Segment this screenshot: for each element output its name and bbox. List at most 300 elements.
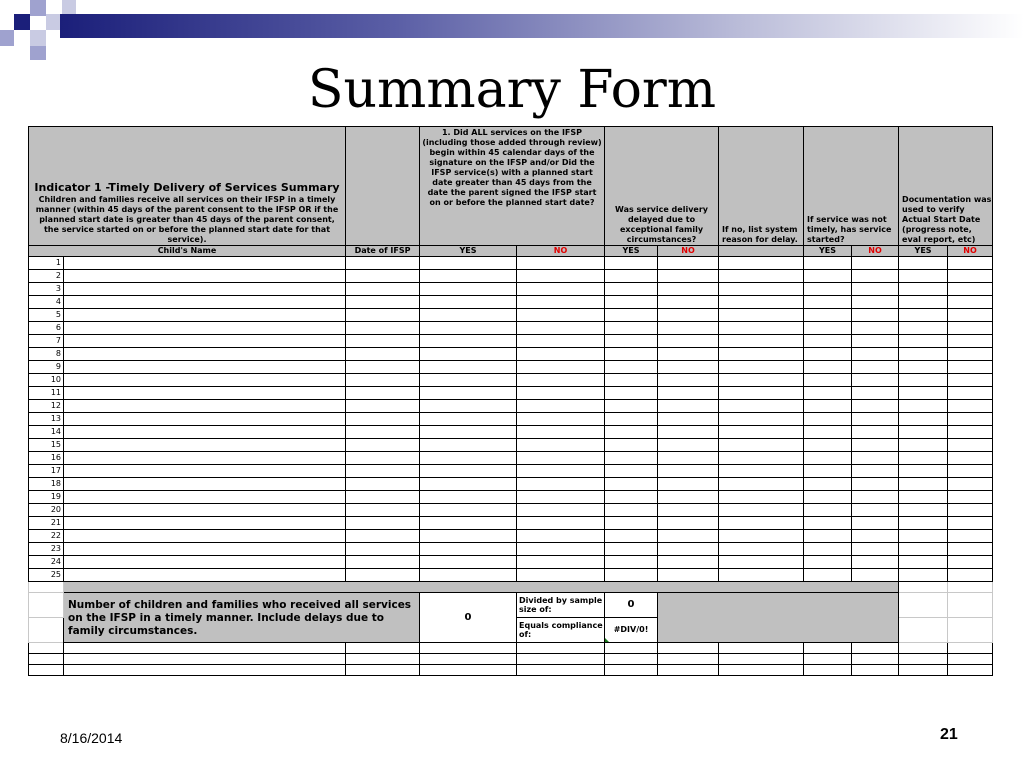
form-cell[interactable]	[948, 361, 993, 374]
row-number: 1	[29, 257, 64, 270]
form-cell[interactable]	[64, 270, 346, 283]
form-cell[interactable]	[605, 257, 658, 270]
form-cell[interactable]	[899, 270, 948, 283]
form-cell[interactable]	[605, 335, 658, 348]
form-cell[interactable]	[420, 296, 517, 309]
form-cell[interactable]	[804, 530, 852, 543]
form-cell[interactable]	[517, 504, 605, 517]
form-cell[interactable]	[517, 517, 605, 530]
form-cell[interactable]	[719, 439, 804, 452]
form-cell[interactable]	[658, 257, 719, 270]
form-cell[interactable]	[804, 270, 852, 283]
form-cell[interactable]	[948, 478, 993, 491]
form-cell[interactable]	[64, 348, 346, 361]
date-header-blank	[346, 127, 420, 246]
form-cell[interactable]	[948, 504, 993, 517]
form-cell[interactable]	[605, 491, 658, 504]
form-cell[interactable]	[852, 569, 899, 582]
form-cell[interactable]	[948, 322, 993, 335]
form-cell[interactable]	[804, 426, 852, 439]
form-cell[interactable]	[64, 374, 346, 387]
form-cell[interactable]	[948, 296, 993, 309]
form-cell[interactable]	[899, 517, 948, 530]
form-cell[interactable]	[948, 543, 993, 556]
table-row	[29, 517, 993, 530]
form-cell[interactable]	[64, 439, 346, 452]
form-cell[interactable]	[64, 335, 346, 348]
compliance-value-text: #DIV/0!	[613, 625, 649, 634]
form-cell[interactable]	[804, 283, 852, 296]
form-cell[interactable]	[804, 296, 852, 309]
form-cell[interactable]	[852, 504, 899, 517]
question-2-header: Was service delivery delayed due to exceptional family circumstances?	[605, 127, 719, 246]
form-cell[interactable]	[719, 361, 804, 374]
form-cell[interactable]	[420, 374, 517, 387]
form-cell[interactable]	[346, 322, 420, 335]
form-cell[interactable]	[346, 283, 420, 296]
form-cell[interactable]	[346, 465, 420, 478]
form-cell[interactable]	[852, 387, 899, 400]
form-cell[interactable]	[346, 387, 420, 400]
form-cell[interactable]	[517, 569, 605, 582]
form-cell[interactable]	[852, 530, 899, 543]
header-gradient-bar	[60, 14, 1024, 38]
form-cell[interactable]	[899, 283, 948, 296]
form-cell[interactable]	[64, 413, 346, 426]
form-cell[interactable]	[948, 283, 993, 296]
row-number: 23	[29, 543, 64, 556]
form-cell[interactable]	[948, 309, 993, 322]
form-cell[interactable]	[605, 439, 658, 452]
form-cell[interactable]	[804, 556, 852, 569]
form-cell[interactable]	[719, 491, 804, 504]
form-cell[interactable]	[517, 491, 605, 504]
form-cell[interactable]	[658, 439, 719, 452]
form-cell[interactable]	[517, 439, 605, 452]
form-cell[interactable]	[346, 426, 420, 439]
form-cell[interactable]	[420, 257, 517, 270]
form-cell[interactable]	[804, 400, 852, 413]
form-cell[interactable]	[420, 309, 517, 322]
form-cell[interactable]	[420, 413, 517, 426]
form-cell[interactable]	[899, 257, 948, 270]
form-cell[interactable]	[658, 387, 719, 400]
form-cell[interactable]	[64, 309, 346, 322]
form-cell[interactable]	[719, 569, 804, 582]
form-cell[interactable]	[852, 426, 899, 439]
form-cell[interactable]	[948, 257, 993, 270]
form-cell[interactable]	[804, 361, 852, 374]
form-cell[interactable]	[658, 530, 719, 543]
form-cell[interactable]	[420, 400, 517, 413]
form-cell[interactable]	[658, 569, 719, 582]
form-cell[interactable]	[346, 413, 420, 426]
form-cell[interactable]	[804, 387, 852, 400]
form-cell[interactable]	[719, 296, 804, 309]
form-cell[interactable]	[64, 569, 346, 582]
form-cell[interactable]	[852, 439, 899, 452]
form-cell[interactable]	[420, 335, 517, 348]
form-cell[interactable]	[899, 491, 948, 504]
form-cell[interactable]	[64, 517, 346, 530]
form-cell[interactable]	[605, 322, 658, 335]
form-cell[interactable]	[64, 478, 346, 491]
form-cell[interactable]	[852, 452, 899, 465]
form-cell[interactable]	[517, 309, 605, 322]
form-cell[interactable]	[346, 530, 420, 543]
form-cell[interactable]	[420, 556, 517, 569]
form-cell[interactable]	[346, 517, 420, 530]
form-cell[interactable]	[948, 452, 993, 465]
form-cell[interactable]	[605, 361, 658, 374]
form-cell[interactable]	[605, 374, 658, 387]
form-cell[interactable]	[420, 270, 517, 283]
form-cell[interactable]	[605, 426, 658, 439]
form-cell[interactable]	[605, 465, 658, 478]
form-cell[interactable]	[852, 322, 899, 335]
form-cell[interactable]	[899, 478, 948, 491]
table-row	[29, 439, 993, 452]
form-cell[interactable]	[719, 283, 804, 296]
form-cell[interactable]	[719, 465, 804, 478]
form-cell[interactable]	[64, 465, 346, 478]
form-cell[interactable]	[852, 543, 899, 556]
form-cell[interactable]	[852, 309, 899, 322]
empty-row	[29, 643, 993, 654]
form-cell[interactable]	[899, 361, 948, 374]
form-cell[interactable]	[948, 348, 993, 361]
form-cell[interactable]	[420, 478, 517, 491]
form-cell[interactable]	[852, 361, 899, 374]
form-cell[interactable]	[948, 387, 993, 400]
form-cell[interactable]	[719, 556, 804, 569]
form-cell[interactable]	[605, 452, 658, 465]
form-cell[interactable]	[346, 543, 420, 556]
form-cell[interactable]	[899, 413, 948, 426]
form-cell[interactable]	[420, 348, 517, 361]
form-cell[interactable]	[346, 270, 420, 283]
summary-value: 0	[420, 593, 517, 643]
table-row	[29, 387, 993, 400]
form-cell[interactable]	[852, 283, 899, 296]
form-cell[interactable]	[804, 374, 852, 387]
form-cell[interactable]	[517, 452, 605, 465]
form-cell[interactable]	[658, 400, 719, 413]
form-cell[interactable]	[852, 517, 899, 530]
form-cell[interactable]	[899, 322, 948, 335]
form-cell[interactable]	[852, 335, 899, 348]
form-cell[interactable]	[899, 569, 948, 582]
form-cell[interactable]	[804, 439, 852, 452]
form-cell[interactable]	[420, 530, 517, 543]
form-cell[interactable]	[420, 504, 517, 517]
form-cell[interactable]	[899, 504, 948, 517]
form-cell[interactable]	[719, 426, 804, 439]
form-cell[interactable]	[804, 543, 852, 556]
form-cell[interactable]	[658, 426, 719, 439]
form-cell[interactable]	[605, 387, 658, 400]
form-cell[interactable]	[852, 374, 899, 387]
form-cell[interactable]	[804, 335, 852, 348]
form-cell[interactable]	[64, 322, 346, 335]
form-cell[interactable]	[517, 387, 605, 400]
form-cell[interactable]	[719, 387, 804, 400]
form-cell[interactable]	[719, 322, 804, 335]
form-cell[interactable]	[605, 556, 658, 569]
form-cell[interactable]	[420, 569, 517, 582]
form-cell[interactable]	[719, 348, 804, 361]
form-cell[interactable]	[346, 491, 420, 504]
form-cell[interactable]	[948, 491, 993, 504]
form-cell[interactable]	[605, 517, 658, 530]
form-cell[interactable]	[804, 517, 852, 530]
form-cell[interactable]	[346, 309, 420, 322]
form-cell[interactable]	[346, 556, 420, 569]
form-cell[interactable]	[346, 504, 420, 517]
form-cell[interactable]	[948, 530, 993, 543]
form-cell[interactable]	[346, 569, 420, 582]
form-cell[interactable]	[605, 478, 658, 491]
form-cell[interactable]	[346, 478, 420, 491]
form-cell[interactable]	[899, 335, 948, 348]
form-cell[interactable]	[852, 413, 899, 426]
form-cell[interactable]	[346, 348, 420, 361]
date-of-ifsp-header: Date of IFSP	[346, 246, 420, 257]
form-cell[interactable]	[605, 296, 658, 309]
form-cell[interactable]	[517, 348, 605, 361]
form-cell[interactable]	[517, 296, 605, 309]
form-cell[interactable]	[605, 309, 658, 322]
form-cell[interactable]	[658, 491, 719, 504]
form-cell[interactable]	[517, 413, 605, 426]
form-cell[interactable]	[719, 270, 804, 283]
form-cell[interactable]	[420, 426, 517, 439]
form-cell[interactable]	[804, 478, 852, 491]
form-cell[interactable]	[517, 257, 605, 270]
form-cell[interactable]	[658, 322, 719, 335]
form-cell[interactable]	[804, 322, 852, 335]
form-cell[interactable]	[420, 283, 517, 296]
form-cell[interactable]	[605, 413, 658, 426]
form-cell[interactable]	[719, 504, 804, 517]
form-cell[interactable]	[899, 387, 948, 400]
form-cell[interactable]	[517, 543, 605, 556]
form-cell[interactable]	[804, 569, 852, 582]
form-cell[interactable]	[605, 270, 658, 283]
form-cell[interactable]	[517, 556, 605, 569]
form-cell[interactable]	[658, 348, 719, 361]
table-row	[29, 296, 993, 309]
form-cell[interactable]	[420, 439, 517, 452]
row-number: 5	[29, 309, 64, 322]
form-cell[interactable]	[899, 452, 948, 465]
form-cell[interactable]	[658, 335, 719, 348]
form-cell[interactable]	[719, 478, 804, 491]
form-cell[interactable]	[64, 530, 346, 543]
form-cell[interactable]	[658, 478, 719, 491]
form-cell[interactable]	[719, 309, 804, 322]
form-cell[interactable]	[719, 257, 804, 270]
table-row	[29, 530, 993, 543]
form-cell[interactable]	[605, 400, 658, 413]
form-cell[interactable]	[64, 543, 346, 556]
form-cell[interactable]	[346, 361, 420, 374]
form-cell[interactable]	[852, 257, 899, 270]
form-cell[interactable]	[64, 452, 346, 465]
form-cell[interactable]	[658, 452, 719, 465]
row-number: 8	[29, 348, 64, 361]
summary-label: Number of children and families who received all services on the IFSP in a timely manner. Include delays due to family circumstances.	[64, 593, 420, 643]
form-cell[interactable]	[899, 400, 948, 413]
form-cell[interactable]	[899, 543, 948, 556]
form-cell[interactable]	[899, 426, 948, 439]
form-cell[interactable]	[517, 270, 605, 283]
form-cell[interactable]	[852, 478, 899, 491]
row-number: 18	[29, 478, 64, 491]
form-cell[interactable]	[605, 543, 658, 556]
form-cell[interactable]	[948, 465, 993, 478]
question-5-header: Documentation was used to verify Actual Start Date (progress note, eval report, etc)	[899, 127, 993, 246]
form-cell[interactable]	[948, 335, 993, 348]
form-cell[interactable]	[420, 322, 517, 335]
form-cell[interactable]	[719, 530, 804, 543]
form-cell[interactable]	[420, 543, 517, 556]
form-cell[interactable]	[804, 309, 852, 322]
form-cell[interactable]	[605, 530, 658, 543]
form-cell[interactable]	[658, 413, 719, 426]
form-cell[interactable]	[64, 387, 346, 400]
form-cell[interactable]	[852, 270, 899, 283]
form-cell[interactable]	[64, 361, 346, 374]
form-cell[interactable]	[517, 478, 605, 491]
form-cell[interactable]	[64, 491, 346, 504]
form-cell[interactable]	[658, 374, 719, 387]
form-cell[interactable]	[346, 374, 420, 387]
form-cell[interactable]	[420, 491, 517, 504]
form-cell[interactable]	[64, 426, 346, 439]
form-cell[interactable]	[420, 361, 517, 374]
form-cell[interactable]	[658, 465, 719, 478]
form-cell[interactable]	[899, 530, 948, 543]
form-cell[interactable]	[517, 361, 605, 374]
form-cell[interactable]	[852, 491, 899, 504]
data-rows	[29, 257, 993, 582]
footer-date: 8/16/2014	[60, 730, 123, 746]
form-cell[interactable]	[517, 335, 605, 348]
form-cell[interactable]	[517, 374, 605, 387]
form-cell[interactable]	[804, 504, 852, 517]
form-cell[interactable]	[804, 452, 852, 465]
form-cell[interactable]	[948, 439, 993, 452]
form-cell[interactable]	[605, 569, 658, 582]
form-cell[interactable]	[804, 465, 852, 478]
form-cell[interactable]	[899, 309, 948, 322]
form-cell[interactable]	[852, 296, 899, 309]
form-cell[interactable]	[852, 400, 899, 413]
form-cell[interactable]	[658, 543, 719, 556]
form-cell[interactable]	[948, 270, 993, 283]
form-cell[interactable]	[64, 400, 346, 413]
form-cell[interactable]	[948, 517, 993, 530]
form-cell[interactable]	[658, 517, 719, 530]
form-cell[interactable]	[517, 530, 605, 543]
form-cell[interactable]	[658, 283, 719, 296]
table-row	[29, 309, 993, 322]
form-cell[interactable]	[719, 543, 804, 556]
form-cell[interactable]	[346, 296, 420, 309]
form-cell[interactable]	[517, 465, 605, 478]
row-number: 13	[29, 413, 64, 426]
form-cell[interactable]	[346, 400, 420, 413]
form-cell[interactable]	[420, 387, 517, 400]
form-cell[interactable]	[658, 556, 719, 569]
form-cell[interactable]	[899, 348, 948, 361]
form-cell[interactable]	[899, 374, 948, 387]
form-cell[interactable]	[64, 283, 346, 296]
form-cell[interactable]	[605, 504, 658, 517]
form-cell[interactable]	[948, 374, 993, 387]
form-cell[interactable]	[346, 439, 420, 452]
form-cell[interactable]	[719, 335, 804, 348]
form-cell[interactable]	[346, 257, 420, 270]
form-cell[interactable]	[804, 348, 852, 361]
form-cell[interactable]	[948, 426, 993, 439]
form-cell[interactable]	[64, 257, 346, 270]
form-cell[interactable]	[804, 491, 852, 504]
form-cell[interactable]	[899, 556, 948, 569]
form-cell[interactable]	[346, 335, 420, 348]
form-cell[interactable]	[719, 517, 804, 530]
form-cell[interactable]	[605, 283, 658, 296]
form-cell[interactable]	[64, 556, 346, 569]
form-cell[interactable]	[719, 374, 804, 387]
form-cell[interactable]	[852, 465, 899, 478]
form-cell[interactable]	[517, 400, 605, 413]
form-cell[interactable]	[804, 257, 852, 270]
form-cell[interactable]	[605, 348, 658, 361]
form-cell[interactable]	[899, 296, 948, 309]
form-cell[interactable]	[658, 296, 719, 309]
form-cell[interactable]	[948, 400, 993, 413]
form-cell[interactable]	[899, 465, 948, 478]
table-row	[29, 361, 993, 374]
form-cell[interactable]	[899, 439, 948, 452]
form-cell[interactable]	[948, 413, 993, 426]
form-cell[interactable]	[804, 413, 852, 426]
form-cell[interactable]	[517, 426, 605, 439]
form-cell[interactable]	[420, 452, 517, 465]
form-cell[interactable]	[346, 452, 420, 465]
form-cell[interactable]	[658, 309, 719, 322]
table-row	[29, 257, 993, 270]
form-cell[interactable]	[64, 504, 346, 517]
form-cell[interactable]	[517, 283, 605, 296]
form-cell[interactable]	[658, 504, 719, 517]
form-cell[interactable]	[948, 556, 993, 569]
form-cell[interactable]	[420, 517, 517, 530]
form-cell[interactable]	[517, 322, 605, 335]
form-cell[interactable]	[852, 348, 899, 361]
form-cell[interactable]	[948, 569, 993, 582]
form-cell[interactable]	[64, 296, 346, 309]
form-cell[interactable]	[852, 556, 899, 569]
form-cell[interactable]	[658, 270, 719, 283]
form-cell[interactable]	[420, 465, 517, 478]
form-cell[interactable]	[719, 452, 804, 465]
form-cell[interactable]	[719, 413, 804, 426]
form-cell[interactable]	[719, 400, 804, 413]
form-cell[interactable]	[658, 361, 719, 374]
